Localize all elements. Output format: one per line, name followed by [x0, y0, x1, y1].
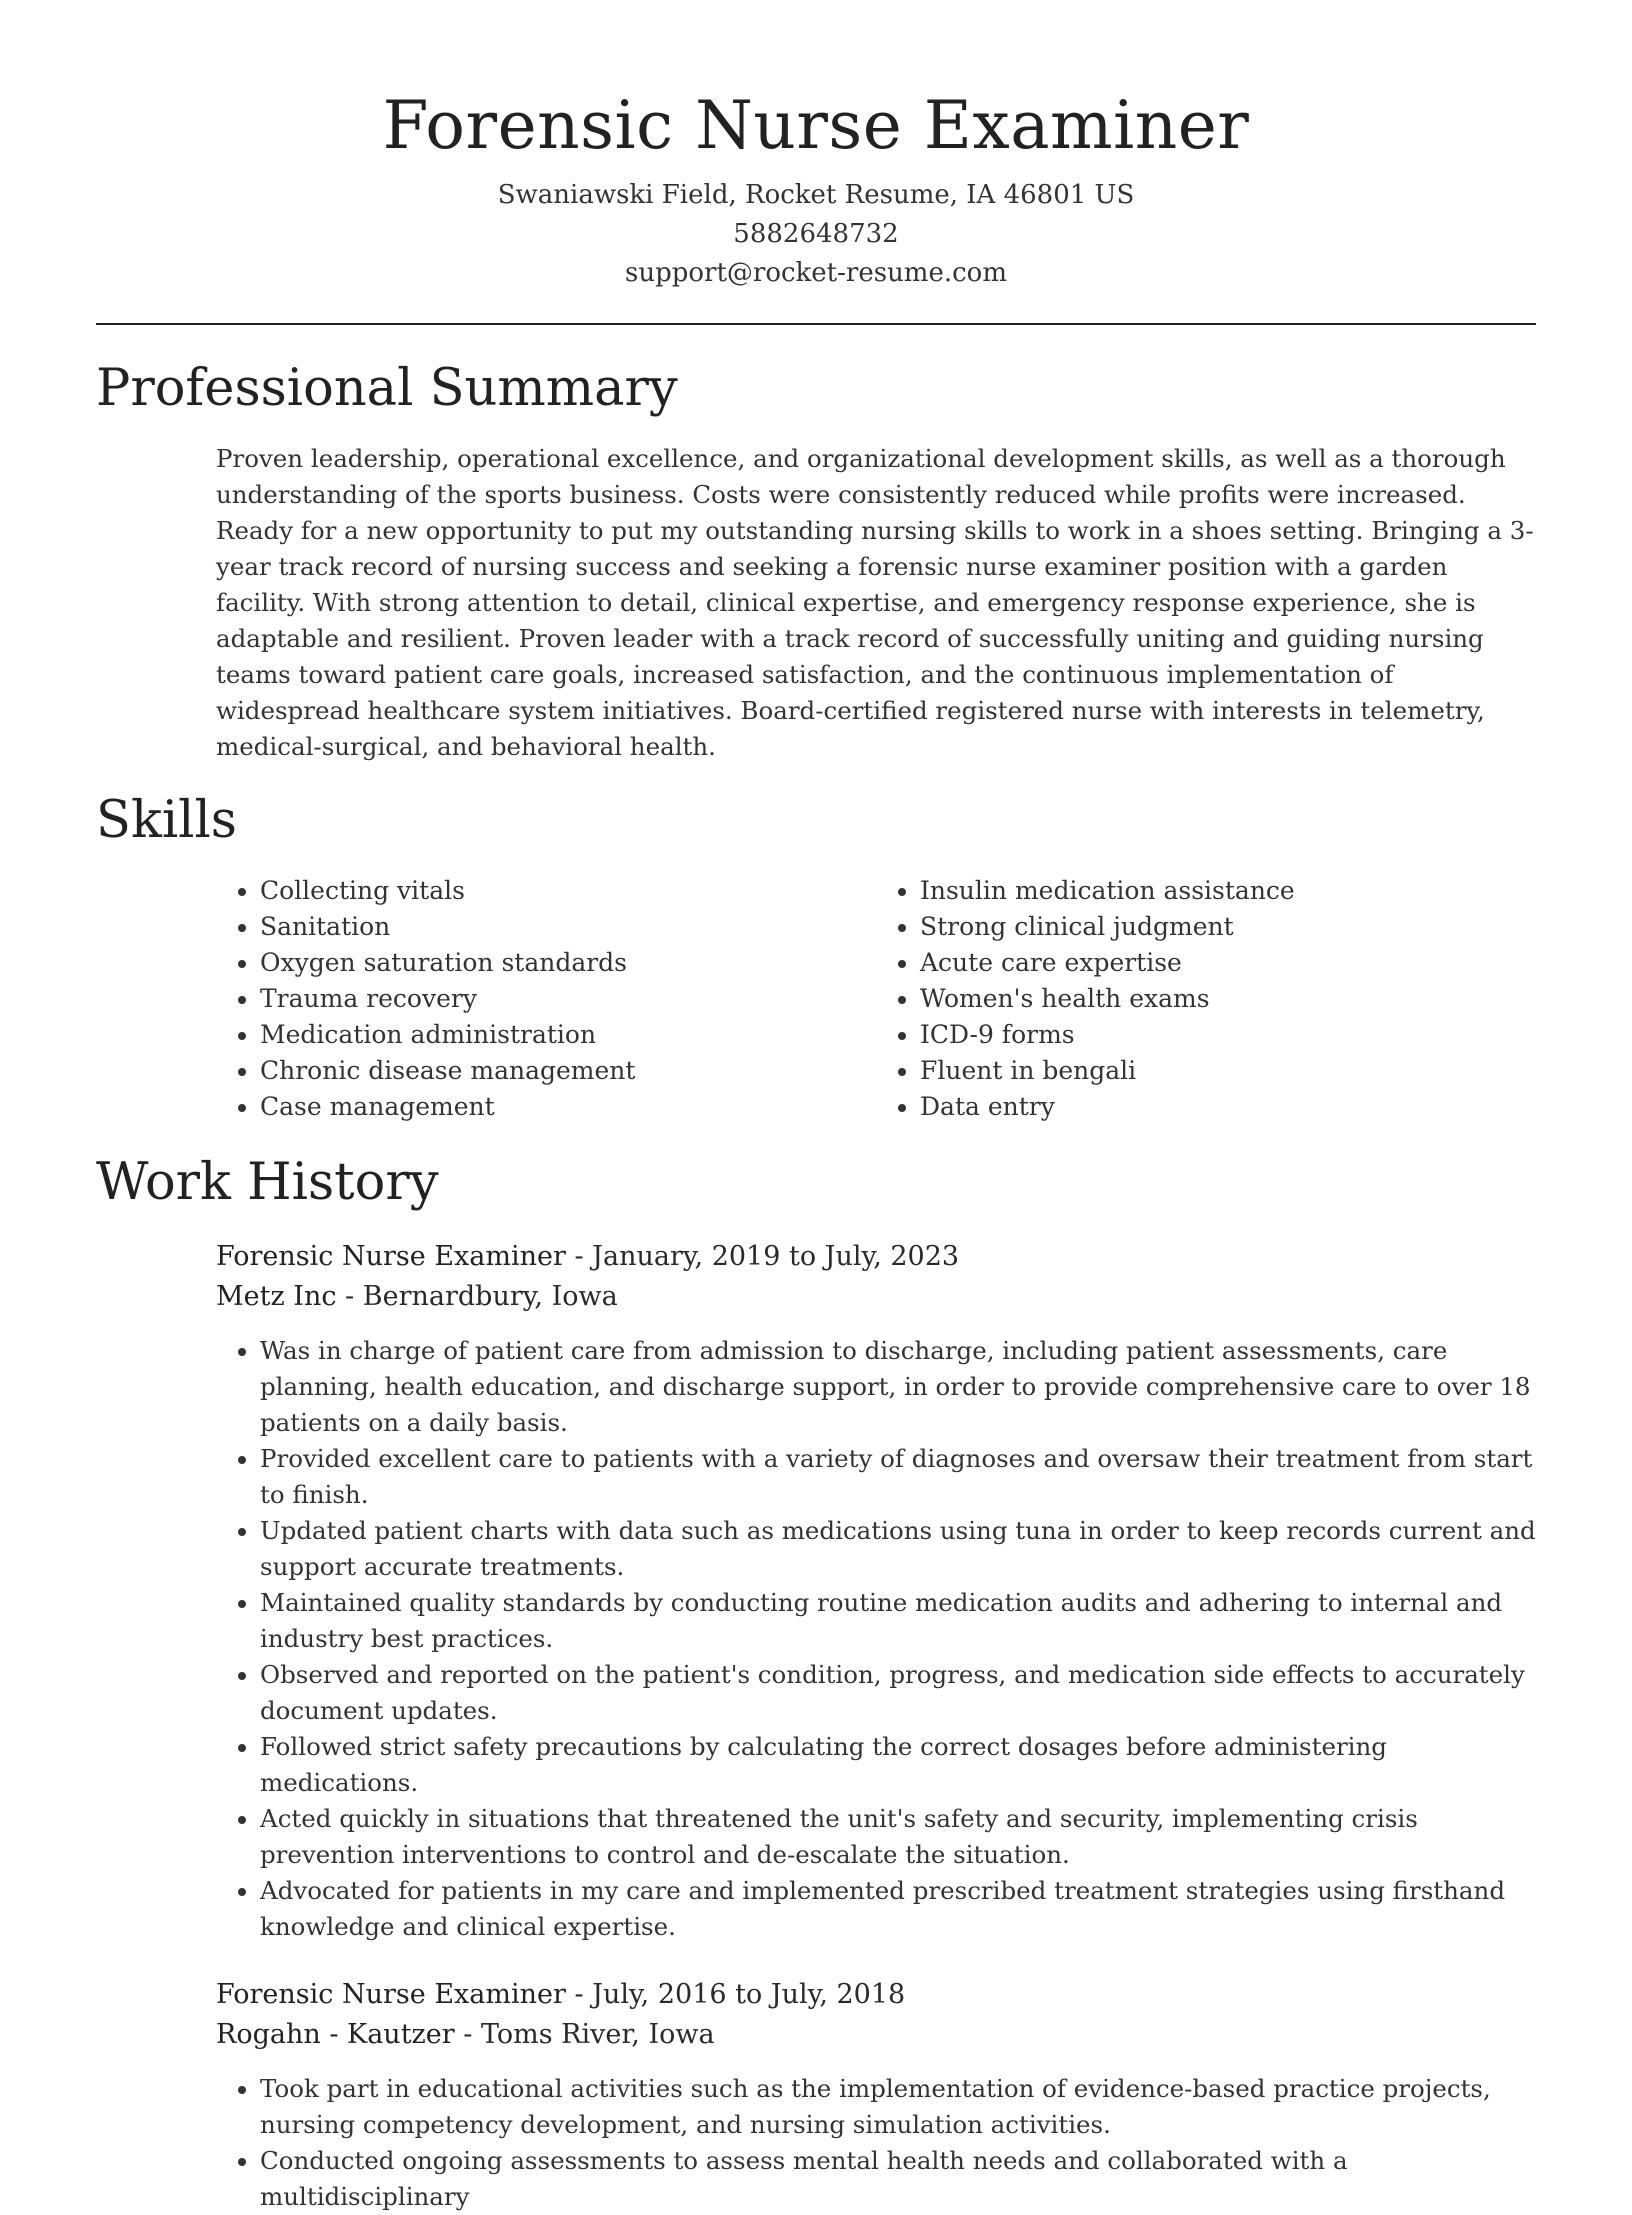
- skill-item: • Data entry: [920, 1089, 1536, 1125]
- skill-item: • Strong clinical judgment: [920, 909, 1536, 945]
- skills-column-left: [216, 873, 876, 1125]
- resume-header: [96, 0, 1536, 293]
- job-bullet: • Took part in educational activities such as the implementation of evidence-based practice projects, nursing competency development, and nursing simulation activities.: [260, 2071, 1536, 2143]
- job-bullets: [216, 2071, 1536, 2215]
- contact-block: [96, 176, 1536, 293]
- job-bullet: • Followed strict safety precautions by calculating the correct dosages before administering medications.: [260, 1729, 1536, 1801]
- skill-item: • Fluent in bengali: [920, 1053, 1536, 1089]
- job-bullet: • Acted quickly in situations that threatened the unit's safety and security, implementing crisis prevention interventions to control and de-escalate the situation.: [260, 1801, 1536, 1873]
- skill-item: • Oxygen saturation standards: [260, 945, 876, 981]
- skill-item: • ICD-9 forms: [920, 1017, 1536, 1053]
- job-role: Forensic Nurse Examiner: [216, 1241, 566, 1272]
- job-entry: [216, 1237, 1536, 1945]
- job-title-line: [216, 1975, 1536, 2015]
- job-bullet: • Conducted ongoing assessments to assess mental health needs and collaborated with a multidisciplinary: [260, 2143, 1536, 2215]
- skill-item: • Collecting vitals: [260, 873, 876, 909]
- job-dates: - January, 2019 to July, 2023: [565, 1241, 960, 1272]
- skills-column-right: [876, 873, 1536, 1125]
- job-title-line: [216, 1237, 1536, 1277]
- skill-item: • Sanitation: [260, 909, 876, 945]
- summary-heading: Professional Summary: [96, 359, 678, 418]
- work-history-heading: Work History: [96, 1153, 439, 1212]
- contact-email: support@rocket-resume.com: [624, 258, 1007, 288]
- skills-grid: [216, 873, 1536, 1125]
- job-bullet: • Was in charge of patient care from admission to discharge, including patient assessments, care planning, health education, and discharge support, in order to provide comprehensive care to over 18 patients on a daily basis.: [260, 1333, 1536, 1441]
- resume-page: [96, 0, 1536, 2215]
- summary-text: Proven leadership, operational excellence, and organizational development skills, as well as a thorough understanding of the sports business. Costs were consistently reduced while profits were increased. Ready for a new opportunity to put my outstanding nursing skills to work in a shoes setting. Bringing a 3-year track record of nursing success and seeking a forensic nurse examiner position with a garden facility. With strong attention to detail, clinical expertise, and emergency response experience, she is adaptable and resilient. Proven leader with a track record of successfully uniting and guiding nursing teams toward patient care goals, increased satisfaction, and the continuous implementation of widespread healthcare system initiatives. Board-certified registered nurse with interests in telemetry, medical-surgical, and behavioral health.: [216, 444, 1534, 761]
- job-company-line: [216, 2015, 1536, 2055]
- job-bullet: • Observed and reported on the patient's condition, progress, and medication side effects to accurately document updates.: [260, 1657, 1536, 1729]
- contact-phone: 5882648732: [733, 219, 899, 249]
- job-dates: - July, 2016 to July, 2018: [565, 1979, 906, 2010]
- job-role: Forensic Nurse Examiner: [216, 1979, 566, 2010]
- skill-item: • Women's health exams: [920, 981, 1536, 1017]
- skills-heading: Skills: [96, 791, 237, 850]
- job-company: Metz Inc: [216, 1281, 337, 1312]
- skill-item: • Acute care expertise: [920, 945, 1536, 981]
- candidate-name: Forensic Nurse Examiner: [382, 87, 1250, 164]
- job-location: - Toms River, Iowa: [454, 2019, 715, 2050]
- skill-item: • Trauma recovery: [260, 981, 876, 1017]
- contact-address: Swaniawski Field, Rocket Resume, IA 46801 US: [497, 180, 1135, 210]
- job-location: - Bernardbury, Iowa: [336, 1281, 618, 1312]
- skill-item: • Case management: [260, 1089, 876, 1125]
- job-bullets: [216, 1333, 1536, 1945]
- skill-item: • Insulin medication assistance: [920, 873, 1536, 909]
- job-bullet: • Updated patient charts with data such as medications using tuna in order to keep records current and support accurate treatments.: [260, 1513, 1536, 1585]
- skill-item: • Medication administration: [260, 1017, 876, 1053]
- skill-item: • Chronic disease management: [260, 1053, 876, 1089]
- job-bullet: • Maintained quality standards by conducting routine medication audits and adhering to internal and industry best practices.: [260, 1585, 1536, 1657]
- job-bullet: • Advocated for patients in my care and implemented prescribed treatment strategies using firsthand knowledge and clinical expertise.: [260, 1873, 1536, 1945]
- job-bullet: • Provided excellent care to patients with a variety of diagnoses and oversaw their treatment from start to finish.: [260, 1441, 1536, 1513]
- header-divider: [96, 323, 1536, 325]
- job-company: Rogahn - Kautzer: [216, 2019, 455, 2050]
- job-entry: [216, 1975, 1536, 2215]
- job-company-line: [216, 1277, 1536, 1317]
